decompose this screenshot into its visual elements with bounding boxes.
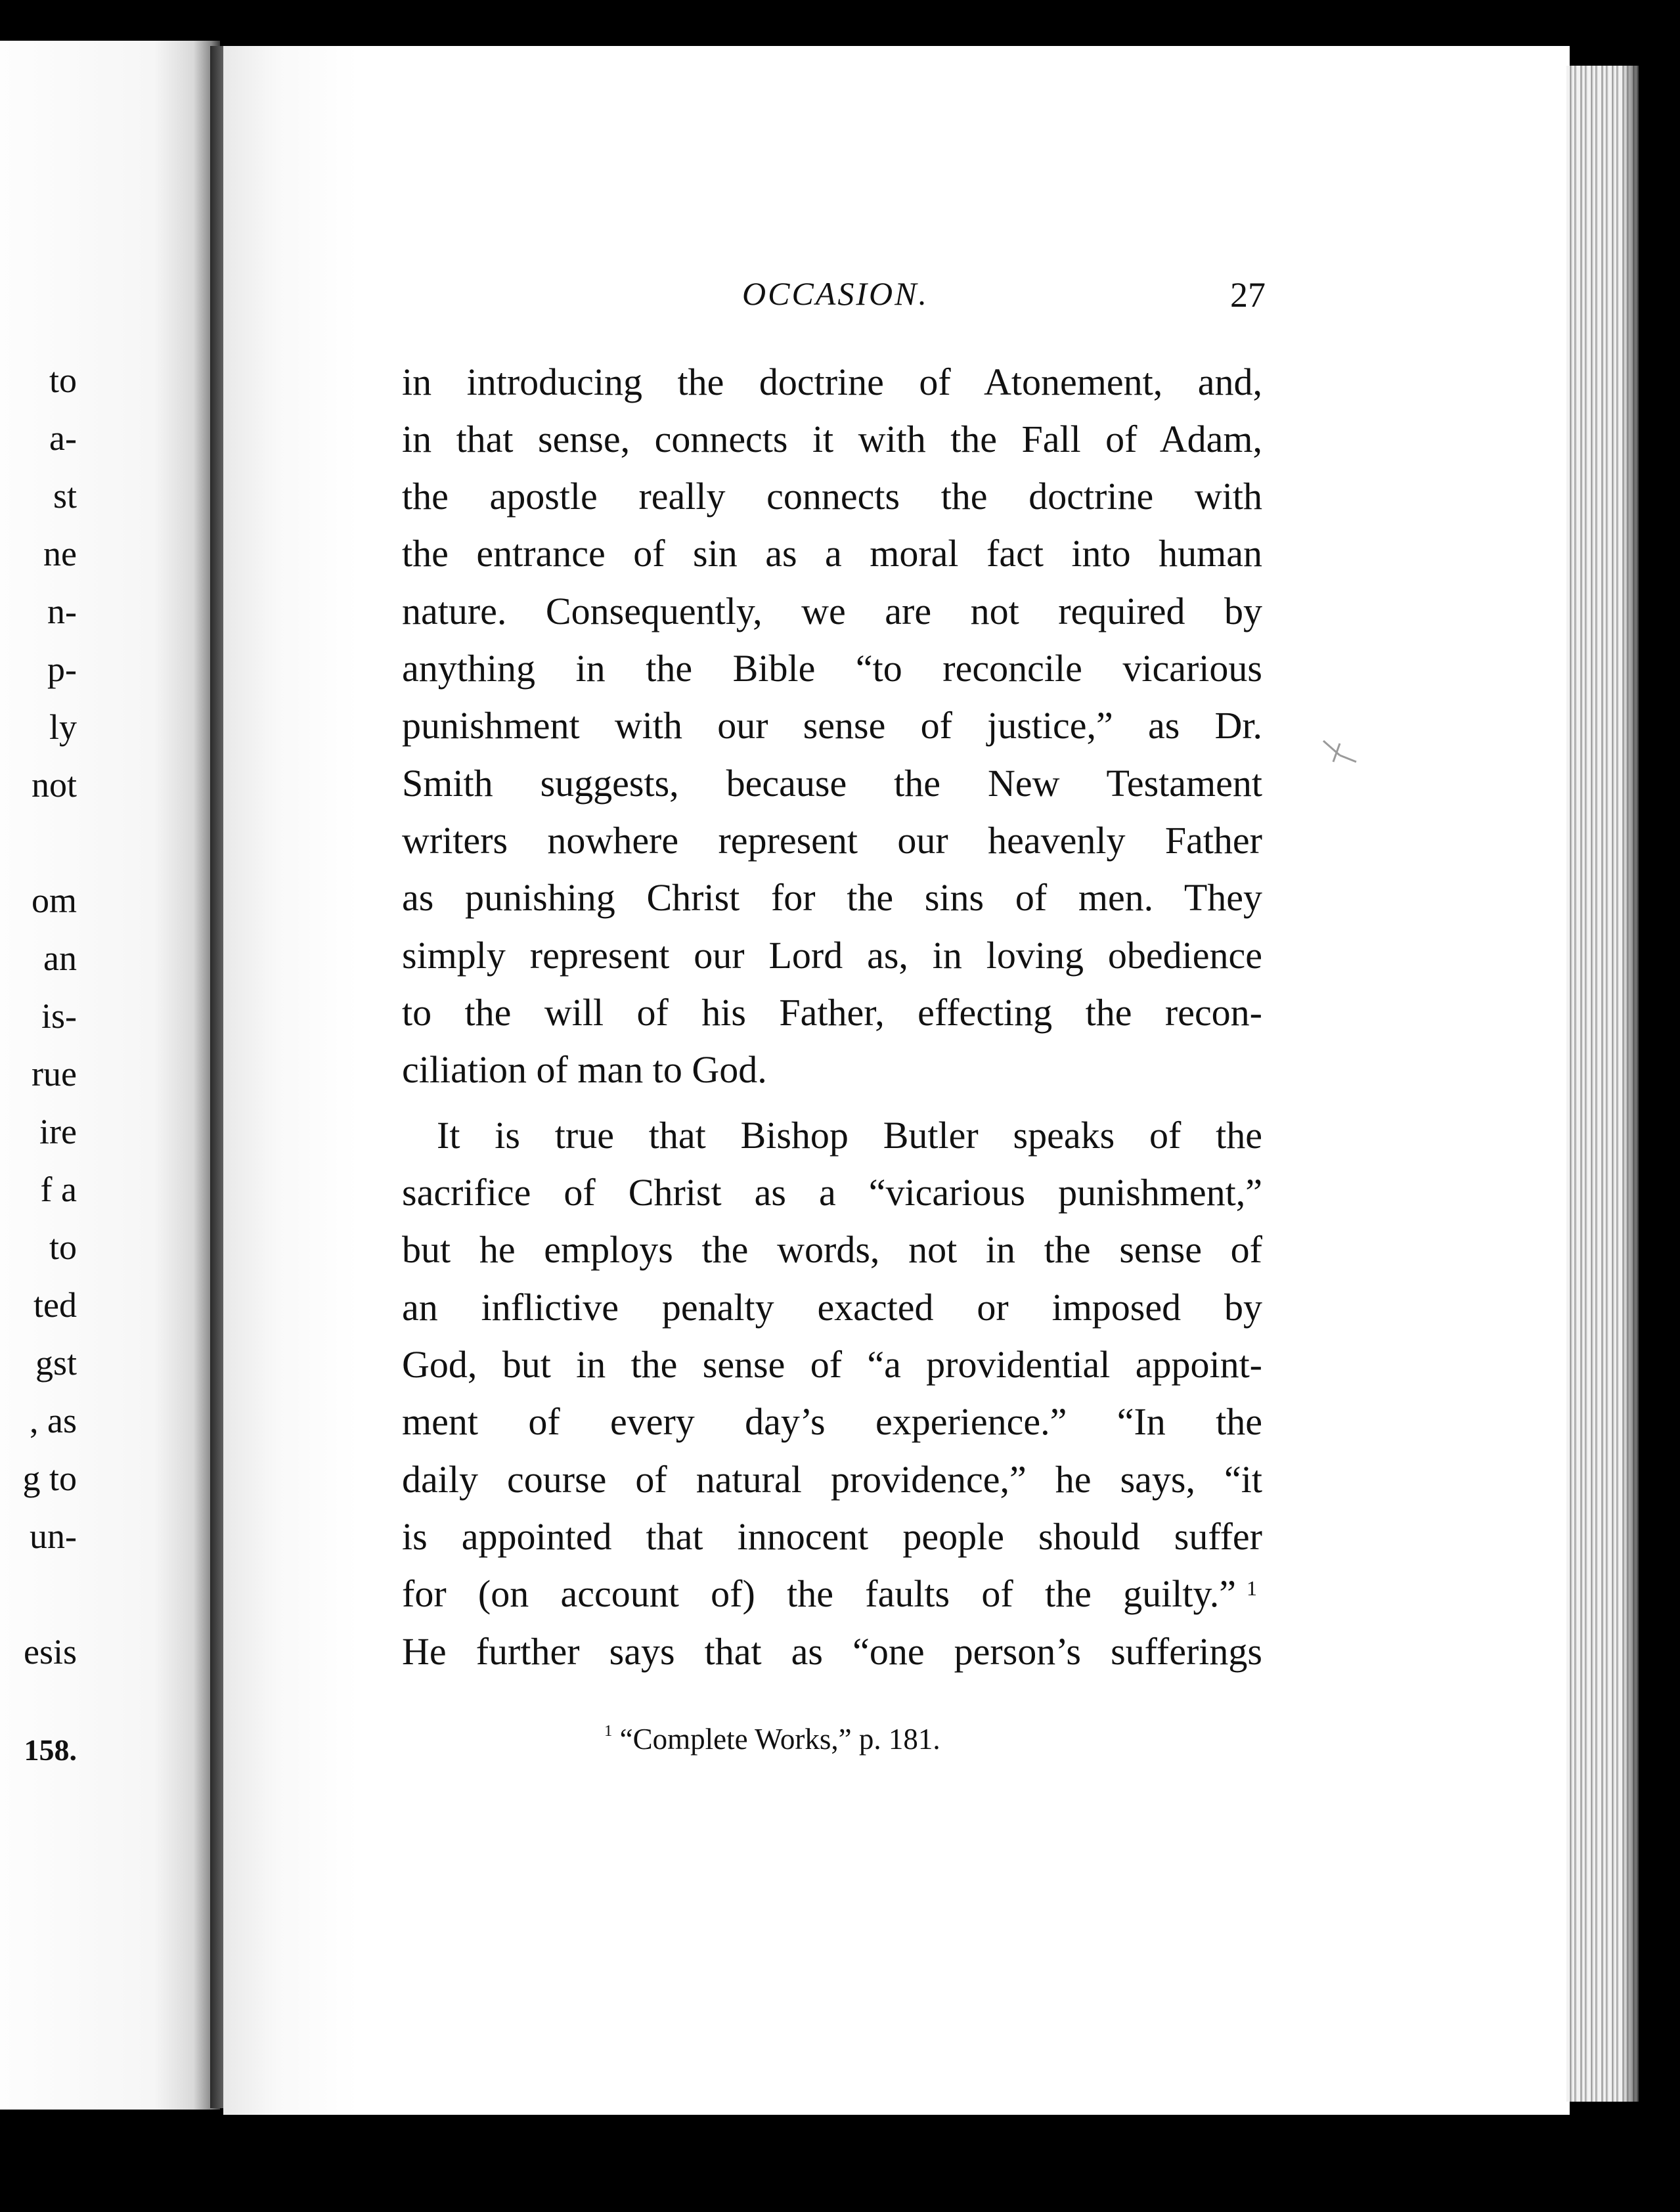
left-page-fragment: st bbox=[53, 476, 77, 516]
body-text-line: daily course of natural providence,” he says, “it bbox=[402, 1458, 1262, 1501]
body-text-line: to the will of his Father, effecting the recon- bbox=[402, 991, 1262, 1034]
left-page-fragment: a- bbox=[49, 418, 77, 458]
body-text-line: sacrifice of Christ as a “vicarious punishment,” bbox=[402, 1171, 1262, 1214]
body-text-line: as punishing Christ for the sins of men. They bbox=[402, 876, 1262, 919]
footnote-text: “Complete Works,” p. 181. bbox=[619, 1723, 940, 1756]
running-header-title: OCCASION. bbox=[742, 275, 929, 312]
left-page-fragment: to bbox=[49, 1228, 77, 1267]
left-page-fragment: f a bbox=[40, 1170, 77, 1209]
body-text-line: punishment with our sense of justice,” as Dr. bbox=[402, 704, 1262, 747]
body-text-line: Smith suggests, because the New Testament bbox=[402, 762, 1262, 805]
left-page-fragment: p- bbox=[47, 650, 77, 689]
body-text-line bbox=[402, 1572, 1236, 1615]
footnote-reference-marker: 1 bbox=[1247, 1576, 1257, 1600]
body-text-line: ment of every day’s experience.” “In the bbox=[402, 1400, 1262, 1443]
body-text-line: writers nowhere represent our heavenly Father bbox=[402, 819, 1262, 862]
left-page-fragment: ire bbox=[39, 1112, 77, 1151]
body-text-line: He further says that as “one person’s sufferings bbox=[402, 1630, 1262, 1673]
left-page-fragment: gst bbox=[35, 1343, 77, 1382]
left-page-fragment: ne bbox=[43, 534, 77, 573]
footnote-marker: 1 bbox=[604, 1722, 613, 1740]
body-text-line: but he employs the words, not in the sense of bbox=[402, 1228, 1262, 1271]
body-text-line: the entrance of sin as a moral fact into human bbox=[402, 532, 1262, 575]
page-edge-shadow bbox=[1622, 66, 1648, 2102]
pencil-mark-icon bbox=[1320, 736, 1359, 768]
paragraph-first-line: It is true that Bishop Butler speaks of the bbox=[437, 1114, 1262, 1157]
left-page-fragment: rue bbox=[32, 1054, 77, 1094]
left-page-fragment: g to bbox=[22, 1459, 77, 1498]
body-text-line: in introducing the doctrine of Atonement, and, bbox=[402, 361, 1262, 403]
left-page-fragment: not bbox=[31, 765, 77, 805]
body-text-line: the apostle really connects the doctrine with bbox=[402, 475, 1262, 518]
left-page-fragment: om bbox=[31, 881, 77, 920]
body-text-line: simply represent our Lord as, in loving obedience bbox=[402, 934, 1262, 977]
body-text-line: is appointed that innocent people should suffer bbox=[402, 1515, 1262, 1558]
left-page-fragment: n- bbox=[47, 592, 77, 631]
body-text-line-content: for (on account of) the faults of the guilty.” bbox=[402, 1572, 1236, 1615]
body-text-line: an inflictive penalty exacted or imposed by bbox=[402, 1286, 1262, 1329]
left-page-fragment: to bbox=[49, 361, 77, 400]
left-page-fragment: , as bbox=[30, 1401, 77, 1440]
body-text-line: God, but in the sense of “a providential appoint- bbox=[402, 1343, 1262, 1386]
left-page-fragment: ly bbox=[49, 707, 77, 747]
left-page-fragment: ted bbox=[33, 1285, 77, 1325]
left-page-fragment: an bbox=[43, 939, 77, 978]
left-page-fragment: un- bbox=[30, 1516, 77, 1556]
pencil-margin-mark bbox=[1320, 736, 1359, 776]
body-text-line: ciliation of man to God. bbox=[402, 1048, 767, 1091]
left-page-footnote-fragment: 158. bbox=[24, 1733, 77, 1767]
footnote bbox=[604, 1722, 940, 1756]
page-number: 27 bbox=[1230, 275, 1266, 315]
left-page bbox=[0, 41, 220, 2110]
body-text-line: anything in the Bible “to reconcile vicarious bbox=[402, 647, 1262, 690]
body-text-line: in that sense, connects it with the Fall of Adam, bbox=[402, 418, 1262, 460]
body-text-line: nature. Consequently, we are not required by bbox=[402, 590, 1262, 632]
left-page-fragment: is- bbox=[41, 996, 77, 1036]
left-page-fragment: esis bbox=[24, 1632, 77, 1671]
